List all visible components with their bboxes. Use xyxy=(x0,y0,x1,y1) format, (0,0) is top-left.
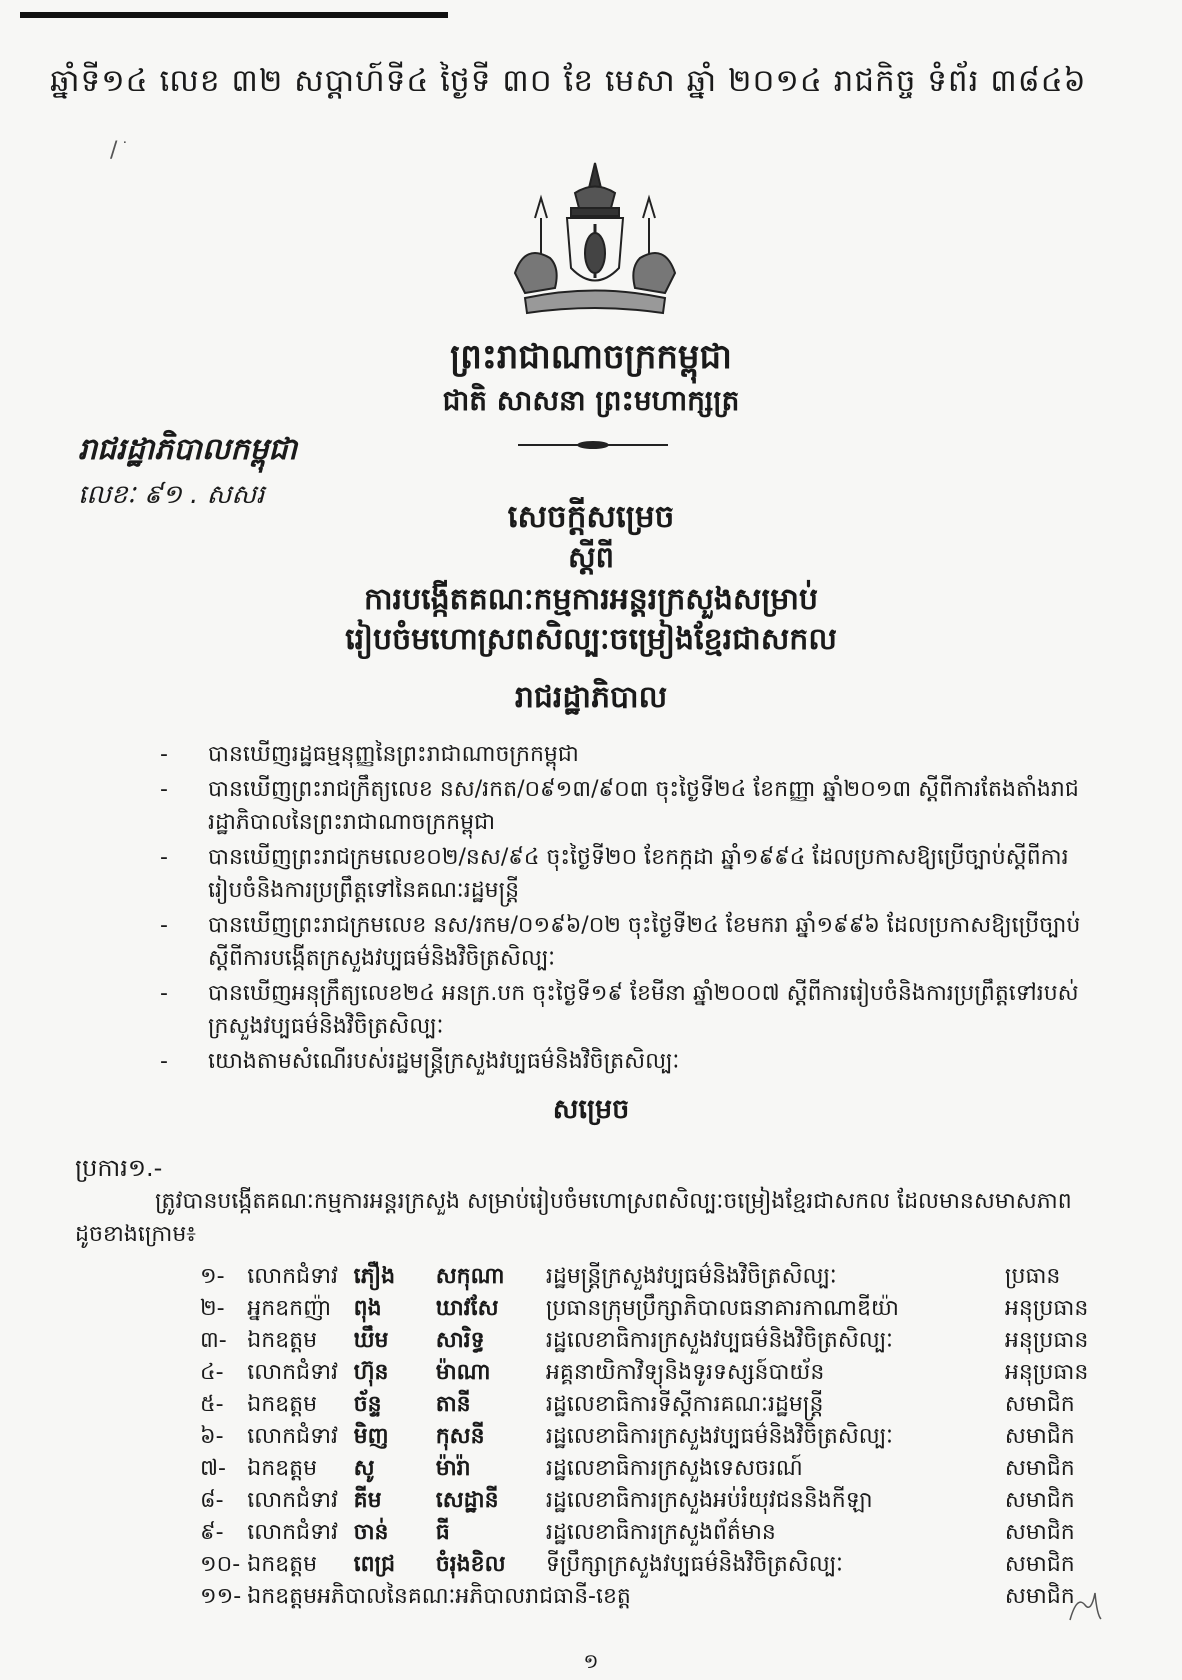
member-family-name: ភឿង xyxy=(353,1264,396,1289)
government-name: រាជរដ្ឋាភិបាលកម្ពុជា xyxy=(78,432,297,467)
list-item xyxy=(160,977,1090,1043)
list-dash: - xyxy=(160,981,168,1006)
member-title: ឯកឧត្តម xyxy=(247,1456,318,1481)
member-no: ៤- xyxy=(200,1360,224,1385)
decision-heading: សម្រេច xyxy=(552,1094,630,1125)
list-dash: - xyxy=(160,777,168,802)
document-about: ស្ដីពី xyxy=(567,540,615,574)
gazette-header: ឆ្នាំទី១៤ លេខ ៣២ សប្តាហ៍ទី៤ ថ្ងៃទី ៣០ ខែ មេសា ឆ្នាំ ២០១៤ រាជកិច្ច ទំព័រ ៣៨៤៦ xyxy=(50,63,1087,99)
kingdom-title: ព្រះរាជាណាចក្រកម្ពុជា xyxy=(450,337,732,377)
basis-text: បានឃើញព្រះរាជក្រមលេខ០២/នស/៩៤ ចុះថ្ងៃទី២០ ខែកក្កដា ឆ្នាំ១៩៩៤ ដែលប្រកាសឱ្យប្រើច្បាប់ស្ដីពីការរៀបចំនិងការប្រព្រឹត្តទៅនៃគណៈរដ្ឋមន្ត្រី xyxy=(208,845,1069,903)
member-given-name: តានី xyxy=(435,1392,471,1417)
document-type: សេចក្ដីសម្រេច xyxy=(507,499,675,535)
members-table xyxy=(200,1262,1100,1614)
table-row xyxy=(200,1486,1100,1518)
member-no: ១- xyxy=(200,1264,225,1289)
basis-text: យោងតាមសំណើរបស់រដ្ឋមន្ត្រីក្រសួងវប្បធម៌និងវិចិត្រសិល្បៈ xyxy=(208,1049,680,1074)
member-given-name: ឃាវសែ xyxy=(435,1296,499,1321)
member-position: អគ្គនាយិកាវិទ្យុនិងទូរទស្សន៍បាយ័ន xyxy=(545,1360,825,1385)
document-subject-1: ការបង្កើតគណៈកម្មការអន្តរក្រសួងសម្រាប់ xyxy=(363,582,819,617)
member-given-name: ម៉ាណា xyxy=(435,1360,491,1385)
member-family-name: ពេជ្រ xyxy=(353,1552,396,1577)
member-no: ១០- xyxy=(200,1552,241,1577)
member-position: រដ្ឋលេខាធិការក្រសួងវប្បធម៌និងវិចិត្រសិល្បៈ xyxy=(545,1328,894,1353)
member-family-name: ហ៊ុន xyxy=(353,1360,389,1385)
legal-basis-list xyxy=(160,738,1090,1080)
member-role: សមាជិក xyxy=(1004,1488,1075,1513)
member-title: លោកជំទាវ xyxy=(247,1264,339,1289)
basis-text: បានឃើញព្រះរាជក្រឹត្យលេខ នស/រកត/០៩១៣/៩០៣ ចុះថ្ងៃទី២៤ ខែកញ្ញា ឆ្នាំ២០១៣ ស្ដីពីការតែងតាំងរាជរដ្ឋាភិបាលនៃព្រះរាជាណាចក្រកម្ពុជា xyxy=(208,777,1079,835)
handwritten-initial xyxy=(1065,1585,1105,1625)
member-position: រដ្ឋលេខាធិការក្រសួងវប្បធម៌និងវិចិត្រសិល្បៈ xyxy=(545,1424,894,1449)
table-row xyxy=(200,1550,1100,1582)
member-family-name: សូ xyxy=(353,1456,375,1481)
list-item xyxy=(160,909,1090,975)
table-row xyxy=(200,1422,1100,1454)
basis-text: បានឃើញអនុក្រឹត្យលេខ២៤ អនក្រ.បក ចុះថ្ងៃទី១៩ ខែមីនា ឆ្នាំ២០០៧ ស្ដីពីការរៀបចំនិងការប្រព្រឹត្តទៅរបស់ក្រសួងវប្បធម៌និងវិចិត្រសិល្បៈ xyxy=(208,981,1079,1039)
list-dash: - xyxy=(160,913,168,938)
member-role: សមាជិក xyxy=(1004,1520,1075,1545)
member-given-name: ម៉ារ៉ា xyxy=(435,1456,471,1481)
top-rule xyxy=(20,12,448,18)
reference-number: លេខៈ ៩១ . សសរ xyxy=(78,480,265,510)
article-body: ត្រូវបានបង្កើតគណៈកម្មការអន្តរក្រសួង សម្រាប់រៀបចំមហោស្រពសិល្បៈចម្រៀងខ្មែរជាសកល ដែលមានសមាសភាពដូចខាងក្រោម៖ xyxy=(75,1189,1072,1247)
page-number: ១ xyxy=(583,1649,599,1673)
member-role: សមាជិក xyxy=(1004,1424,1075,1449)
table-row xyxy=(200,1518,1100,1550)
list-item xyxy=(160,841,1090,907)
member-title: ឯកឧត្តម xyxy=(247,1392,318,1417)
member-position: ប្រធានក្រុមប្រឹក្សាភិបាលធនាគារកាណាឌីយ៉ា xyxy=(545,1296,899,1321)
member-role: អនុប្រធាន xyxy=(1004,1328,1089,1353)
list-dash: - xyxy=(160,1049,168,1074)
member-no: ១១- xyxy=(200,1584,242,1609)
member-title: លោកជំទាវ xyxy=(247,1424,339,1449)
table-row xyxy=(200,1294,1100,1326)
member-family-name: ឃឹម xyxy=(353,1328,389,1353)
basis-text: បានឃើញព្រះរាជក្រមលេខ នស/រកម/០១៩៦/០២ ចុះថ្ងៃទី២៤ ខែមករា ឆ្នាំ១៩៩៦ ដែលប្រកាសឱ្យប្រើច្បាប់ស្ដីពីការបង្កើតក្រសួងវប្បធម៌និងវិចិត្រសិល្បៈ xyxy=(208,913,1081,971)
member-title: លោកជំទាវ xyxy=(247,1520,339,1545)
member-no: ២- xyxy=(200,1296,225,1321)
table-row xyxy=(200,1326,1100,1358)
table-row xyxy=(200,1582,1100,1614)
member-role: សមាជិក xyxy=(1004,1584,1075,1609)
member-given-name: កុសនី xyxy=(435,1424,485,1449)
member-role: សមាជិក xyxy=(1004,1456,1075,1481)
member-title: ឯកឧត្តមអភិបាលនៃគណៈអភិបាលរាជធានី-ខេត្ត xyxy=(247,1584,631,1609)
member-title: ឯកឧត្តម xyxy=(247,1328,318,1353)
member-family-name: ចាន់ xyxy=(353,1520,389,1545)
member-given-name: សេដ្ឋានី xyxy=(435,1488,499,1513)
member-no: ៩- xyxy=(200,1520,224,1545)
table-row xyxy=(200,1454,1100,1486)
member-title: លោកជំទាវ xyxy=(247,1488,339,1513)
member-position: រដ្ឋមន្ត្រីក្រសួងវប្បធម៌និងវិចិត្រសិល្បៈ xyxy=(545,1264,837,1289)
table-row xyxy=(200,1390,1100,1422)
ornament-divider xyxy=(518,440,668,450)
document-issuer: រាជរដ្ឋាភិបាល xyxy=(514,680,668,715)
member-role: សមាជិក xyxy=(1004,1552,1075,1577)
member-role: សមាជិក xyxy=(1004,1392,1075,1417)
member-position: ទីប្រឹក្សាក្រសួងវប្បធម៌និងវិចិត្រសិល្បៈ xyxy=(545,1552,843,1577)
member-position: រដ្ឋលេខាធិការក្រសួងព័ត៌មាន xyxy=(545,1520,776,1545)
table-row xyxy=(200,1358,1100,1390)
list-item xyxy=(160,773,1090,839)
member-family-name: មិញ xyxy=(353,1424,389,1449)
member-given-name: សារិទ្ធ xyxy=(435,1328,485,1353)
list-item xyxy=(160,738,1090,771)
member-position: រដ្ឋលេខាធិការក្រសួងអប់រំយុវជននិងកីឡា xyxy=(545,1488,873,1513)
member-family-name: ពុង xyxy=(353,1296,382,1321)
list-item xyxy=(160,1045,1090,1078)
stray-mark: ׁ/ xyxy=(110,138,118,163)
basis-text: បានឃើញរដ្ឋធម្មនុញ្ញនៃព្រះរាជាណាចក្រកម្ពុជា xyxy=(208,742,579,767)
member-position: រដ្ឋលេខាធិការទីស្ដីការគណៈរដ្ឋមន្ត្រី xyxy=(545,1392,824,1417)
member-given-name: ធី xyxy=(435,1520,450,1545)
member-family-name: ច័ន្ទ xyxy=(353,1392,382,1417)
member-given-name: សកុណា xyxy=(435,1264,505,1289)
table-row xyxy=(200,1262,1100,1294)
article-title: ប្រការ១.- xyxy=(75,1154,163,1182)
member-position: រដ្ឋលេខាធិការក្រសួងទេសចរណ៍ xyxy=(545,1456,803,1481)
list-dash: - xyxy=(160,845,168,870)
list-dash: - xyxy=(160,742,168,767)
member-role: អនុប្រធាន xyxy=(1004,1360,1089,1385)
member-family-name: គីម xyxy=(353,1488,382,1513)
member-title: ឯកឧត្តម xyxy=(247,1552,318,1577)
member-no: ៨- xyxy=(200,1488,224,1513)
member-no: ៦- xyxy=(200,1424,224,1449)
member-role: ប្រធាន xyxy=(1004,1264,1061,1289)
member-no: ៧- xyxy=(200,1456,226,1481)
member-no: ៥- xyxy=(200,1392,224,1417)
member-no: ៣- xyxy=(200,1328,227,1353)
document-subject-2: រៀបចំមហោស្រពសិល្បៈចម្រៀងខ្មែរជាសកល xyxy=(345,622,837,657)
member-title: អ្នកឧកញ៉ា xyxy=(247,1296,332,1321)
kingdom-motto: ជាតិ សាសនា ព្រះមហាក្សត្រ xyxy=(442,384,740,417)
member-title: លោកជំទាវ xyxy=(247,1360,339,1385)
member-role: អនុប្រធាន xyxy=(1004,1296,1089,1321)
member-given-name: ចំរុងខិល xyxy=(435,1552,506,1577)
royal-emblem xyxy=(505,158,685,328)
